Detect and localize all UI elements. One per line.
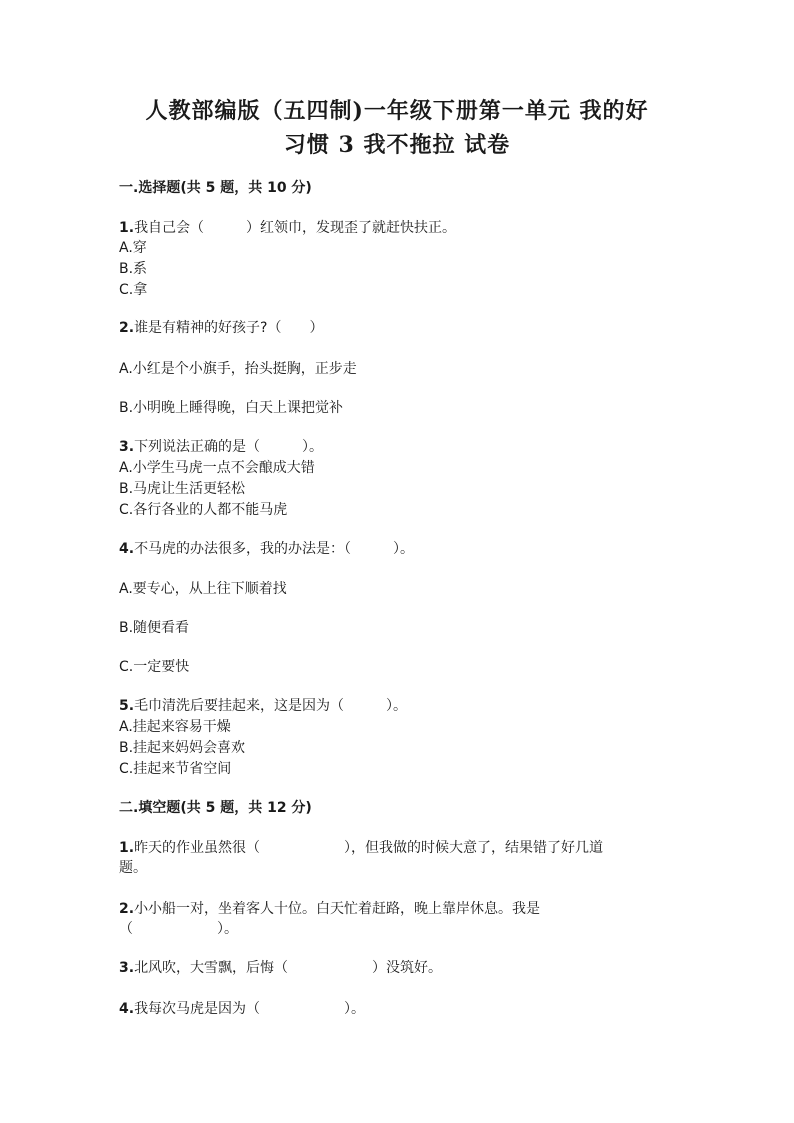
option: B.系 [119,261,148,277]
question-text: 北风吹，大雪飘，后悔（ ）没筑好。 [134,960,443,976]
question-4 [119,539,689,559]
question-text: 昨天的作业虽然很（ ），但我做的时候大意了，结果错了好几道 [134,840,604,856]
question-text: 我每次马虎是因为（ ）。 [134,1001,366,1017]
option: A.要专心，从上往下顺着找 [119,581,287,597]
option: B.小明晚上睡得晚，白天上课把觉补 [119,400,344,416]
question-2 [119,318,689,338]
question-number: 1. [119,840,135,856]
question-number: 3. [119,439,135,455]
option: A.小学生马虎一点不会酿成大错 [119,460,315,476]
option: C.一定要快 [119,659,190,675]
question-number: 5. [119,698,135,714]
option: B.马虎让生活更轻松 [119,481,246,497]
option: C.各行各业的人都不能马虎 [119,502,288,518]
question-text: 小小船一对，坐着客人十位。白天忙着赶路，晚上靠岸休息。我是 [134,901,541,917]
option: B.挂起来妈妈会喜欢 [119,740,246,756]
option: A.穿 [119,240,147,256]
question-number: 2. [119,320,135,336]
question-number: 1. [119,220,135,236]
page-title-line2: 习惯 3 我不拖拉 试卷 [283,132,511,158]
question-text: 我自己会（ ）红领巾，发现歪了就赶快扶正。 [134,220,457,236]
question-number: 2. [119,901,135,917]
fill-question-3 [119,958,689,978]
question-5 [119,696,689,716]
fill-question-4 [119,999,689,1019]
section-heading-fill: 二.填空题(共 5 题，共 12 分) [119,800,312,816]
section-heading-choice: 一.选择题(共 5 题，共 10 分) [119,180,312,196]
question-number: 4. [119,541,135,557]
question-text: 谁是有精神的好孩子?（ ） [134,320,324,336]
question-text: 下列说法正确的是（ ）。 [134,439,324,455]
question-3 [119,437,689,457]
question-text: 毛巾清洗后要挂起来，这是因为（ ）。 [134,698,408,714]
fill-question-1 [119,838,689,858]
option: A.挂起来容易干燥 [119,719,231,735]
option: C.挂起来节省空间 [119,761,232,777]
option: A.小红是个小旗手，抬头挺胸，正步走 [119,361,357,377]
question-1 [119,218,689,238]
question-number: 4. [119,1001,135,1017]
fill-question-2 [119,899,689,919]
question-text: 不马虎的办法很多，我的办法是：（ ）。 [134,541,415,557]
option: C.拿 [119,282,148,298]
question-text-continued: 题。 [119,860,147,876]
question-number: 3. [119,960,135,976]
option: B.随便看看 [119,620,190,636]
page-title-line1: 人教部编版（五四制)一年级下册第一单元 我的好 [145,98,649,124]
question-text-continued: （ ）。 [119,921,238,937]
